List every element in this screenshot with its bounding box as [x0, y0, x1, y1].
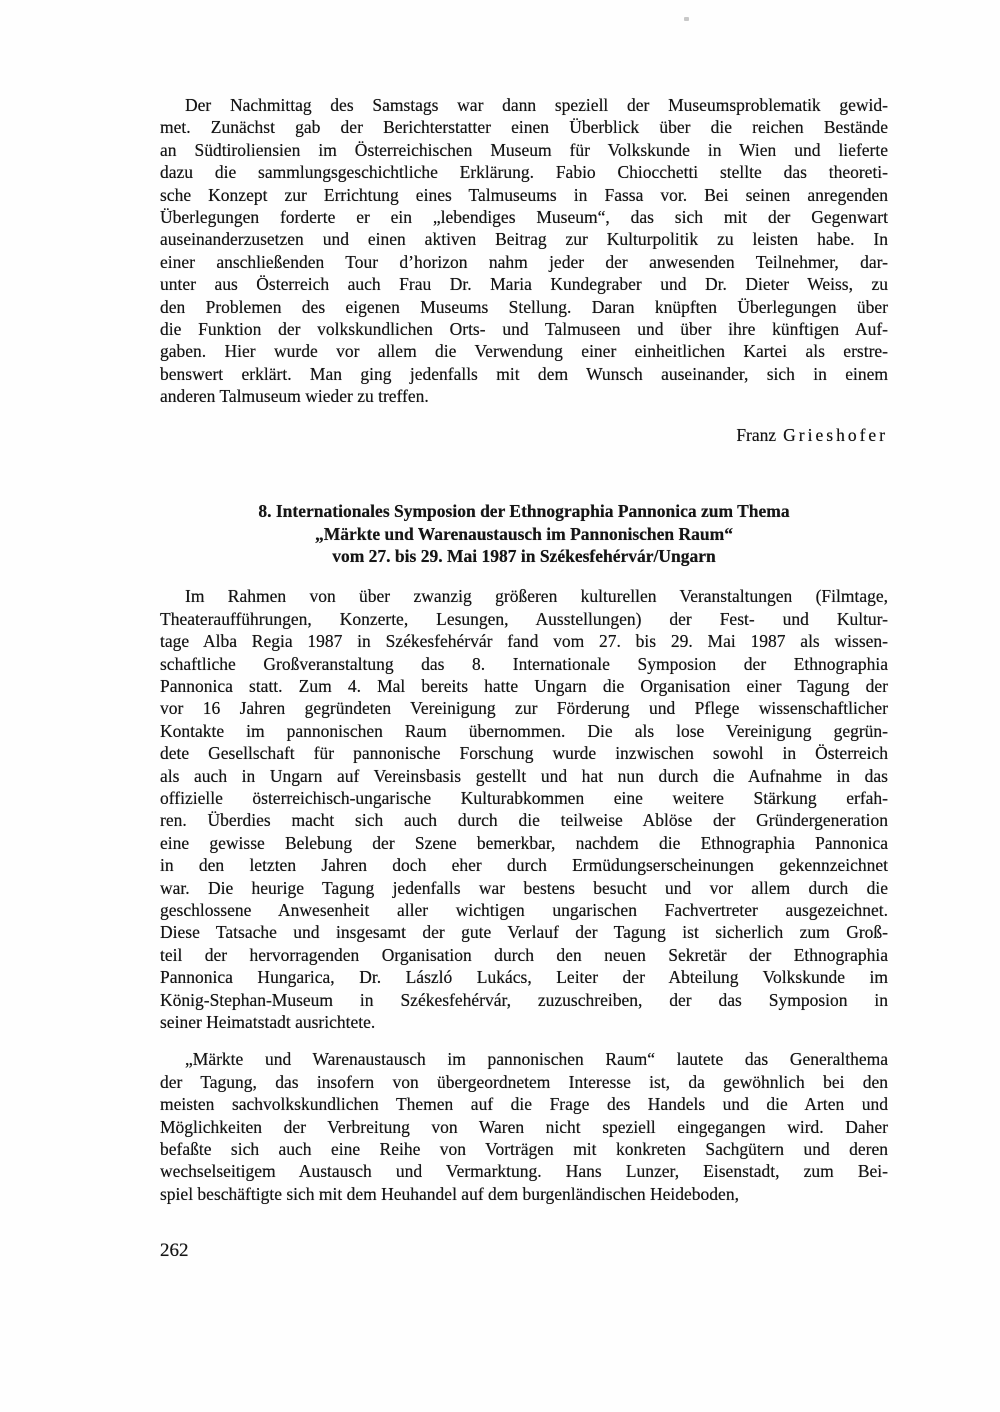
article-paragraph-line: Theateraufführungen, Konzerte, Lesungen, Ausstellungen) der Fest- und Kultur- [160, 608, 888, 629]
closing-paragraph-line: Überlegungen forderte er ein „lebendiges Museum“, das sich mit der Gegenwart [160, 207, 888, 228]
author-first-name: Franz [736, 424, 777, 445]
closing-paragraph-line: den Problemen des eigenen Museums Stellung. Daran knüpften Überlegungen über [160, 296, 888, 317]
closing-paragraph-line: auseinanderzusetzen und einen aktiven Beitrag zur Kulturpolitik zu leisten habe. In [160, 229, 888, 250]
closing-paragraph-line: sche Konzept zur Errichtung eines Talmuseums in Fassa vor. Bei seinen anregenden [160, 184, 888, 205]
article-paragraph-line: war. Die heurige Tagung jedenfalls war bestens besucht und vor allem durch die [160, 877, 888, 898]
article-paragraph-line: eine gewisse Belebung der Szene bemerkbar, nachdem die Ethnographia Pannonica [160, 832, 888, 853]
article-paragraph-2 [160, 1048, 888, 1205]
article-paragraph-1 [160, 585, 888, 1033]
article-paragraph-line: „Märkte und Warenaustausch im pannonischen Raum“ lautete das Generalthema [185, 1049, 888, 1070]
article-paragraph-line: befaßte sich auch eine Reihe von Vorträgen mit konkreten Sachgütern und deren [160, 1139, 888, 1160]
article-paragraph-line: der Tagung, das insofern von übergeordnetem Interesse ist, da gewöhnlich bei den [160, 1071, 888, 1092]
article-paragraph-line: Pannonica statt. Zum 4. Mal bereits hatte Ungarn die Organisation einer Tagung der [160, 675, 888, 696]
closing-paragraph-line: benswert erklärt. Man ging jedenfalls mit dem Wunsch auseinander, sich in einem [160, 363, 888, 384]
article-title-line: vom 27. bis 29. Mai 1987 in Székesfehérvár/Ungarn [332, 545, 716, 566]
article-paragraph-line: seiner Heimatstadt ausrichtete. [160, 1012, 376, 1033]
text-block [160, 0, 888, 1263]
page-number: 262 [160, 1240, 189, 1262]
closing-paragraph-line: anderen Talmuseum wieder zu treffen. [160, 386, 429, 407]
article-paragraph-line: ren. Überdies macht sich auch durch die teilweise Ablöse der Gründergeneration [160, 810, 888, 831]
article-paragraph-line: tage Alba Regia 1987 in Székesfehérvár fand vom 27. bis 29. Mai 1987 als wissen- [160, 631, 888, 652]
closing-paragraph-line: Der Nachmittag des Samstags war dann speziell der Museumsproblematik gewid- [185, 95, 888, 115]
closing-paragraph [160, 94, 888, 408]
closing-paragraph-line: die Funktion der volkskundlichen Orts- und Talmuseen und über ihre künftigen Auf- [160, 319, 888, 340]
article-paragraph-line: Diese Tatsache und insgesamt der gute Verlauf der Tagung ist sicherlich zum Groß- [160, 922, 888, 943]
article-paragraph-line: geschlossene Anwesenheit aller wichtigen ungarischen Fachvertreter ausgezeichnet. [160, 900, 888, 920]
article-paragraph-line: schaftliche Großveranstaltung das 8. Internationale Symposion der Ethnographia [160, 653, 888, 674]
article-paragraph-line: spiel beschäftigte sich mit dem Heuhandel auf dem burgenländischen Heideboden, [160, 1183, 739, 1204]
article-paragraph-line: Pannonica Hungarica, Dr. László Lukács, Leiter der Abteilung Volkskunde im [160, 967, 888, 988]
article-paragraph-line: Möglichkeiten der Verbreitung von Waren nicht speziell eingegangen wird. Daher [160, 1116, 888, 1137]
author-last-name: Grieshofer [783, 424, 888, 445]
author-signature [160, 424, 888, 446]
article-paragraph-line: vor 16 Jahren gegründeten Vereinigung zur Förderung und Pflege wissenschaftlicher [160, 698, 888, 719]
article-title-line: 8. Internationales Symposion der Ethnographia Pannonica zum Thema [258, 501, 790, 522]
closing-paragraph-line: met. Zunächst gab der Berichterstatter einen Überblick über die reichen Bestände [160, 117, 888, 138]
article-paragraph-line: wechselseitigem Austausch und Vermarktung. Hans Lunzer, Eisenstadt, zum Bei- [160, 1161, 888, 1182]
article-paragraph-line: Im Rahmen von über zwanzig größeren kulturellen Veranstaltungen (Filmtage, [185, 586, 888, 607]
article-paragraph-line: in den letzten Jahren doch eher durch Ermüdungserscheinungen gekennzeichnet [160, 855, 888, 876]
article-paragraph-line: Kontakte im pannonischen Raum übernommen. Die als lose Vereinigung gegrün- [160, 720, 888, 741]
article-paragraph-line: meisten sachvolkskundlichen Themen auf die Frage des Handels und die Arten und [160, 1094, 888, 1115]
closing-paragraph-line: einer anschließenden Tour d’horizon nahm jeder der anwesenden Teilnehmer, dar- [160, 251, 888, 272]
article-paragraph-line: dete Gesellschaft für pannonische Forschung wurde inzwischen sowohl in Österreich [160, 743, 888, 764]
article-paragraph-line: König-Stephan-Museum in Székesfehérvár, zuzuschreiben, der das Symposion in [160, 989, 888, 1010]
closing-paragraph-line: unter aus Österreich auch Frau Dr. Maria Kundegraber und Dr. Dieter Weiss, zu [160, 274, 888, 295]
closing-paragraph-line: an Südtiroliensien im Österreichischen Museum für Volkskunde in Wien und lieferte [160, 139, 888, 160]
article-title-line: „Märkte und Warenaustausch im Pannonischen Raum“ [315, 523, 733, 544]
article-title [160, 500, 888, 567]
closing-paragraph-line: gaben. Hier wurde vor allem die Verwendung einer einheitlichen Kartei als erstre- [160, 341, 888, 362]
article-paragraph-line: teil der hervorragenden Organisation durch den neuen Sekretär der Ethnographia [160, 944, 888, 965]
article-paragraph-line: offizielle österreichisch-ungarische Kulturabkommen eine weitere Stärkung erfah- [160, 787, 888, 808]
closing-paragraph-line: dazu die sammlungsgeschichtliche Erklärung. Fabio Chiocchetti stellte das theoreti- [160, 162, 888, 183]
article-paragraph-line: als auch in Ungarn auf Vereinsbasis gestellt und hat nun durch die Aufnahme in das [160, 765, 888, 786]
